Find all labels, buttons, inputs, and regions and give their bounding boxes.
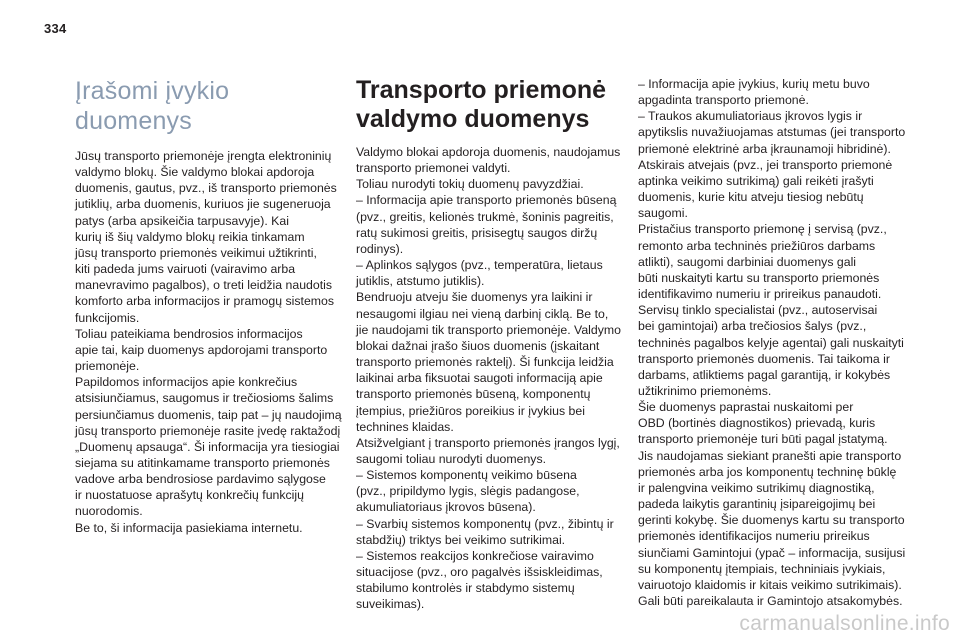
text-line: Šie duomenys paprastai nuskaitomi per (638, 400, 854, 415)
text-line: nesaugomi ilgiau nei vieną darbinį ciklą. Be to, (356, 306, 609, 321)
text-line: siunčiami Gamintojui (ypač – informacija, susijusi (638, 545, 906, 560)
left-column (75, 76, 340, 536)
text-line: saugomi. (638, 206, 688, 221)
text-line: identifikavimo numeriu ir prireikus panaudoti. (638, 287, 882, 302)
text-line: vairuotojo klaidomis ir kitais veikimo sutrikimais). (638, 577, 902, 592)
text-line: Valdymo blokai apdoroja duomenis, naudojamus (356, 145, 621, 159)
text-line: akumuliatoriaus įkrovos būsena). (356, 500, 536, 515)
text-line: užtikrinimo priemonėms. (638, 383, 772, 398)
text-line: persiunčiamus duomenis, taip pat – jų naudojimą (75, 407, 342, 422)
text-line: atsisiunčiamus, saugomus ir trečiosioms šalims (75, 391, 334, 406)
text-line: atlikti), saugomi darbiniai duomenys gali (638, 254, 857, 269)
text-line: padeda laikytis garantinių įsipareigojimų bei (638, 497, 876, 512)
text-line: techninės pagalbos kelyje agentai) gali nuskaityti (638, 335, 904, 350)
text-line: Toliau pateikiama bendrosios informacijos (75, 326, 303, 341)
text-line: Toliau nurodyti tokių duomenų pavyzdžiai. (356, 177, 584, 192)
text-line: manevravimo pagalbos), o treti leidžia naudotis (75, 278, 333, 293)
text-line: transporto priemonės būseną, komponentų (356, 387, 591, 402)
text-line: būti nuskaityti kartu su transporto priemonės (638, 270, 880, 285)
text-line: Pristačius transporto priemonę į servisą (pvz., (638, 222, 887, 237)
text-line: kiti padeda jums vairuoti (vairavimo arba (75, 262, 296, 277)
text-line: saugomi toliau nurodyti duomenys. (356, 451, 547, 466)
text-line: duomenis, gautus, pvz., iš transporto priemonės (75, 181, 337, 196)
text-line: laikinai arba fiksuotai saugoti informaciją apie (356, 371, 603, 386)
text-line: nuorodomis. (75, 504, 143, 519)
text-line: ratų sukimosi greitis, prisisegtų saugos diržų (356, 225, 598, 240)
text-line: – Sistemos komponentų veikimo būsena (356, 468, 577, 483)
text-line: aptinka veikimo sutrikimą) gali reikėti įrašyti (638, 173, 874, 188)
text-line: jūsų transporto priemonės veikimui užtikrinti, (75, 245, 317, 260)
middle-body-text (356, 144, 621, 613)
text-line: (pvz., pripildymo lygis, slėgis padangose, (356, 484, 580, 499)
section-title-event-data: Įrašomi įvykio duomenys (75, 77, 230, 135)
text-line: Servisų tinklo specialistai (pvz., autoservisai (638, 303, 878, 318)
text-line: stabdžių) triktys bei veikimo sutrikimai. (356, 532, 566, 547)
text-line: transporto priemonės raktelį). Ši funkcija leidžia (356, 355, 614, 370)
text-line: „Duomenų apsauga“. Ši informacija yra tiesiogiai (75, 439, 340, 454)
text-line: Bendruoju atveju šie duomenys yra laikini ir (356, 290, 593, 305)
text-line: transporto priemonėje turi būti pagal įstatymą. (638, 432, 888, 447)
text-line: Gali būti pareikalauta ir Gamintojo atsakomybės. (638, 594, 903, 608)
text-line: – Sistemos reakcijos konkrečiose vairavimo (356, 548, 594, 563)
text-line: komforto arba informacijos ir pramogų sistemos (75, 294, 335, 309)
text-line: priemonės identifikacijos numeriu prireikus (638, 529, 870, 544)
text-line: vadove arba bendrosiose pardavimo sąlygose (75, 472, 326, 487)
text-line: valdymo blokų. Šie valdymo blokai apdoroja (75, 165, 315, 180)
text-line: funkcijomis. (75, 310, 140, 325)
text-line: ir nuostatuose aprašytų konkrečių funkcijų (75, 488, 304, 503)
title-line-2: valdymo duomenys (356, 105, 590, 133)
section-title-vehicle-control-data (356, 76, 618, 134)
text-line: Papildomos informacijos apie konkrečius (75, 375, 298, 390)
text-line: gerinti kokybę. Šie duomenys kartu su transporto (638, 513, 905, 528)
page-header (0, 0, 960, 62)
left-body-text (75, 148, 340, 536)
text-line: priemonėje. (75, 359, 140, 374)
text-line: – Informacija apie transporto priemonės būseną (356, 193, 617, 208)
text-line: (pvz., greitis, kelionės trukmė, šoninis pagreitis, (356, 209, 614, 224)
text-line: patys (arba apsikeičia tarpusavyje). Kai (75, 213, 289, 228)
text-line: apie tai, kaip duomenys apdorojami transporto (75, 342, 328, 357)
text-line: suveikimas). (356, 597, 425, 612)
text-line: – Svarbių sistemos komponentų (pvz., žibintų ir (356, 516, 614, 531)
text-line: remonto arba techninės priežiūros darbams (638, 238, 876, 253)
text-line: jutiklis, atstumo jutiklis). (356, 274, 485, 289)
text-line: apgadinta transporto priemonė. (638, 93, 809, 108)
text-line: Atsižvelgiant į transporto priemonės įrangos lygį, (356, 435, 620, 450)
page-number: 334 (44, 21, 67, 36)
right-body-text (638, 76, 908, 609)
text-line: transporto priemonei valdyti. (356, 161, 511, 176)
text-line: duomenis, kurie kitu atveju tiesiog nebūtų (638, 190, 864, 205)
text-line: siejama su atitinkamame transporto priemonės (75, 455, 330, 470)
text-line: įtempius, priežiūros poreikius ir įvykius bei (356, 403, 585, 418)
text-line: – Informacija apie įvykius, kurių metu buvo (638, 77, 870, 91)
text-line: blokai dažnai įrašo šiuos duomenis (įskaitant (356, 338, 600, 353)
text-line: jie naudojami tik transporto priemonėje. Valdymo (356, 322, 621, 337)
text-line: kurių iš šių valdymo blokų reikia tinkamam (75, 229, 305, 244)
text-line: transporto priemonės duomenis. Tai taikoma ir (638, 351, 890, 366)
text-line: darbams, atliktiems pagal garantiją, ir kokybės (638, 367, 891, 382)
right-column (638, 76, 908, 609)
text-line: Be to, ši informacija pasiekiama internetu. (75, 520, 303, 535)
title-line-1: Transporto priemonė (356, 76, 607, 104)
text-line: OBD (bortinės diagnostikos) prievadą, kuris (638, 416, 876, 431)
text-line: su komponentų įtempiais, techniniais įvykiais, (638, 561, 886, 576)
text-line: situacijose (pvz., oro pagalvės išsiskleidimas, (356, 565, 603, 580)
text-line: Jūsų transporto priemonėje įrengta elektroninių (75, 149, 332, 163)
text-line: bei gamintojai) arba trečiosios šalys (pvz., (638, 319, 867, 334)
text-line: technines klaidas. (356, 419, 454, 434)
text-line: – Aplinkos sąlygos (pvz., temperatūra, lietaus (356, 258, 603, 273)
text-line: priemonės arba jos komponentų techninę būklę (638, 464, 897, 479)
text-line: jūsų transporto priemonėje rasite įvedę raktažodį (75, 423, 341, 438)
text-line: rodinys). (356, 241, 404, 256)
text-line: Atskirais atvejais (pvz., jei transporto priemonė (638, 157, 893, 172)
text-line: ir palengvina veikimo sutrikimų diagnostiką, (638, 480, 875, 495)
text-line: – Traukos akumuliatoriaus įkrovos lygis ir (638, 109, 863, 124)
text-line: Jis naudojamas siekiant pranešti apie transporto (638, 448, 902, 463)
text-line: apytikslis nuvažiuojamas atstumas (jei transporto (638, 125, 906, 140)
watermark: carmanualsonline.info (739, 612, 950, 635)
middle-column (356, 76, 621, 613)
text-line: stabilumo kontrolės ir stabdymo sistemų (356, 581, 575, 596)
text-line: jutiklių, arba duomenis, kuriuos jie sugeneruoja (75, 197, 331, 212)
text-line: priemonė elektrinė arba įkraunamoji hibridinė). (638, 141, 891, 156)
